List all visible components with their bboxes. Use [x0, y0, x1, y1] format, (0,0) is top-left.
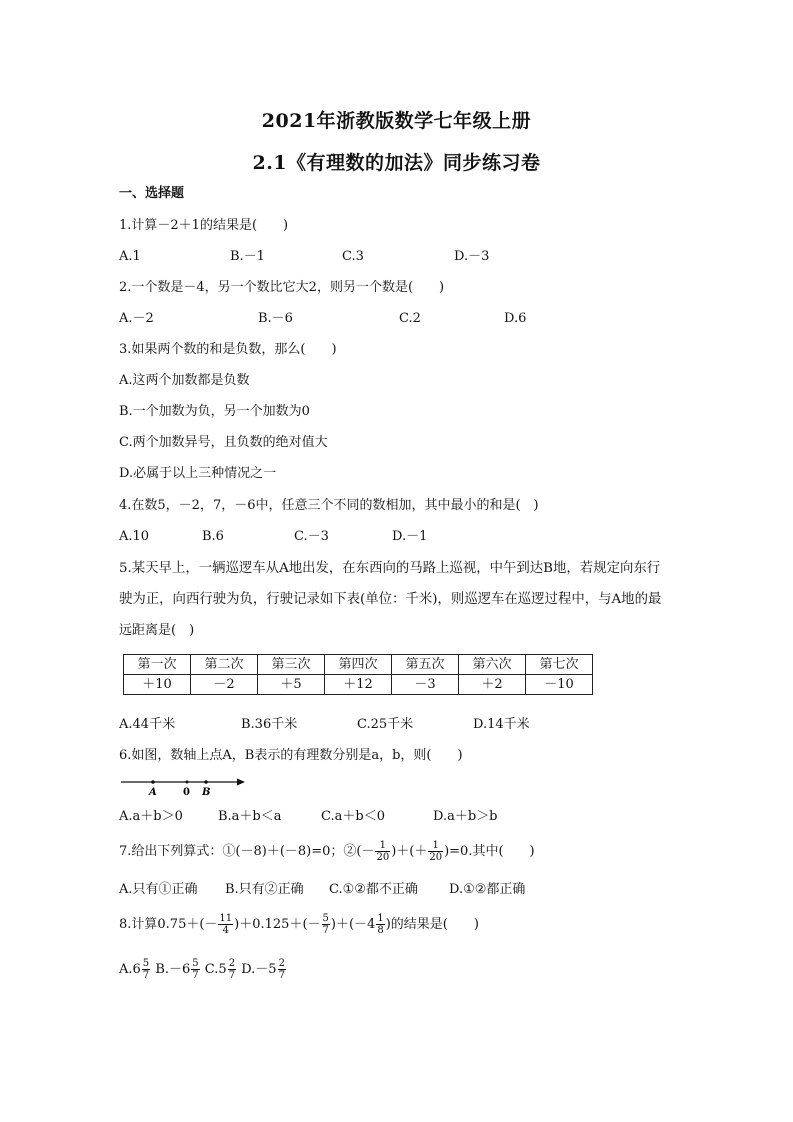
fraction-denominator: 20	[376, 852, 390, 863]
q4-option-b: B.6	[202, 529, 224, 544]
fraction	[278, 958, 286, 981]
q2-option-a: A.－2	[119, 311, 154, 326]
fraction	[228, 958, 236, 981]
table-cell: －3	[392, 675, 459, 695]
origin-label: 0	[183, 787, 190, 798]
table-cell: ＋10	[124, 675, 191, 695]
q3-option-c: C.两个加数异号，且负数的绝对值大	[119, 435, 328, 450]
table-row	[124, 675, 593, 695]
fraction	[142, 958, 150, 981]
fraction	[322, 913, 330, 936]
q4-option-a: A.10	[119, 529, 150, 544]
origin-marker	[186, 781, 189, 784]
arrow-head-icon	[237, 779, 245, 786]
q5-option-c: C.25千米	[357, 717, 414, 732]
point-a-marker	[151, 780, 155, 784]
q7-option-a: A.只有①正确	[119, 882, 198, 897]
table-header-cell: 第二次	[191, 655, 258, 675]
fraction-denominator: 7	[322, 925, 329, 936]
fraction	[218, 913, 233, 936]
fraction	[376, 913, 384, 936]
fraction-numerator: 1	[377, 913, 384, 924]
point-b-marker	[204, 780, 208, 784]
q4-option-c: C.－3	[294, 529, 329, 544]
fraction-denominator: 7	[192, 970, 199, 981]
option-label: C.5	[204, 962, 227, 977]
q5-option-b: B.36千米	[241, 717, 298, 732]
fraction	[375, 840, 390, 863]
fraction	[191, 958, 199, 981]
question-8	[119, 911, 479, 939]
q2-option-b: B.－6	[258, 311, 293, 326]
question-6: 6.如图，数轴上点A，B表示的有理数分别是a，b，则( )	[119, 748, 463, 763]
fraction-denominator: 4	[222, 925, 229, 936]
table-header-cell: 第五次	[392, 655, 459, 675]
q8-part: )＋(－4	[330, 917, 376, 932]
table-header-cell: 第六次	[459, 655, 526, 675]
option-label: A.6	[119, 962, 141, 977]
question-2: 2.一个数是－4，另一个数比它大2，则另一个数是( )	[119, 280, 445, 295]
table-cell: ＋12	[325, 675, 392, 695]
document-title: 2021年浙教版数学七年级上册	[261, 110, 532, 132]
table-header-cell: 第三次	[258, 655, 325, 675]
q8-option-b	[155, 958, 200, 981]
q8-part: )＋0.125＋(－	[234, 917, 321, 932]
q1-option-c: C.3	[342, 249, 364, 264]
q7-option-c: C.①②都不正确	[329, 882, 418, 897]
document-subtitle: 2.1《有理数的加法》同步练习卷	[252, 152, 541, 174]
fraction-numerator: 11	[219, 913, 233, 924]
q1-option-d: D.－3	[454, 249, 490, 264]
table-cell: ＋5	[258, 675, 325, 695]
point-b-label: B	[202, 787, 211, 798]
q2-option-d: D.6	[504, 311, 527, 326]
table-header-cell: 第七次	[526, 655, 593, 675]
q1-option-a: A.1	[119, 249, 141, 264]
fraction-numerator: 2	[228, 958, 236, 969]
question-4: 4.在数5，－2，7，－6中，任意三个不同的数相加，其中最小的和是( )	[119, 498, 539, 513]
fraction-numerator: 1	[375, 840, 390, 852]
q7-option-b: B.只有②正确	[225, 882, 304, 897]
q6-option-b: B.a＋b＜a	[218, 809, 282, 824]
q3-option-b: B.一个加数为负，另一个加数为0	[119, 404, 310, 419]
q3-option-d: D.必属于以上三种情况之一	[119, 466, 277, 481]
q6-option-c: C.a＋b＜0	[321, 809, 385, 824]
fraction-denominator: 8	[377, 925, 384, 936]
q1-option-b: B.－1	[230, 249, 265, 264]
q8-option-d	[241, 958, 287, 981]
fraction	[428, 840, 443, 863]
q5-option-d: D.14千米	[473, 717, 530, 732]
fraction-numerator: 5	[322, 913, 329, 924]
q7-mid: )＋(＋	[391, 844, 428, 859]
q7-prefix: 7.给出下列算式：①(－8)＋(－8)=0；②(－	[119, 844, 375, 859]
question-1: 1.计算－2＋1的结果是( )	[119, 218, 289, 233]
table-cell: ＋2	[459, 675, 526, 695]
number-line	[119, 774, 249, 798]
fraction-denominator: 7	[228, 970, 236, 981]
fraction-denominator: 7	[278, 970, 285, 981]
table-header-cell: 第一次	[124, 655, 191, 675]
fraction-numerator: 5	[192, 958, 199, 969]
table-header-row	[124, 655, 593, 675]
q7-suffix: )=0.其中( )	[444, 844, 535, 859]
q5-option-a: A.44千米	[119, 717, 176, 732]
question-5-line-2: 驶为正，向西行驶为负，行驶记录如下表(单位：千米)，则巡逻车在巡逻过程中，与A地的最	[119, 592, 662, 607]
fraction-numerator: 1	[428, 840, 443, 852]
q8-option-a	[119, 958, 151, 981]
fraction-denominator: 7	[142, 970, 150, 981]
fraction-numerator: 5	[142, 958, 150, 969]
q7-option-d: D.①②都正确	[449, 882, 526, 897]
q6-option-d: D.a＋b＞b	[433, 809, 498, 824]
q6-option-a: A.a＋b＞0	[119, 809, 183, 824]
question-5-line-1: 5.某天早上，一辆巡逻车从A地出发，在东西向的马路上巡视，中午到达B地，若规定向东行	[119, 561, 661, 576]
question-3: 3.如果两个数的和是负数，那么( )	[119, 342, 337, 357]
point-a-label: A	[149, 787, 157, 798]
q8-part: 8.计算0.75＋(－	[119, 917, 218, 932]
q2-option-c: C.2	[399, 311, 421, 326]
question-7	[119, 838, 535, 866]
fraction-numerator: 2	[278, 958, 285, 969]
option-label: B.－6	[155, 962, 191, 977]
q8-option-c	[204, 958, 237, 981]
section-heading: 一、选择题	[119, 186, 185, 201]
table-header-cell: 第四次	[325, 655, 392, 675]
q3-option-a: A.这两个加数都是负数	[119, 373, 250, 388]
q4-option-d: D.－1	[392, 529, 428, 544]
fraction-denominator: 20	[429, 852, 443, 863]
q8-options	[119, 955, 287, 985]
table-cell: －2	[191, 675, 258, 695]
table-cell: －10	[526, 675, 593, 695]
option-label: D.－5	[241, 962, 277, 977]
driving-record-table	[123, 654, 593, 695]
q8-part: )的结果是( )	[385, 917, 479, 932]
question-5-line-3: 远距离是( )	[119, 623, 195, 638]
